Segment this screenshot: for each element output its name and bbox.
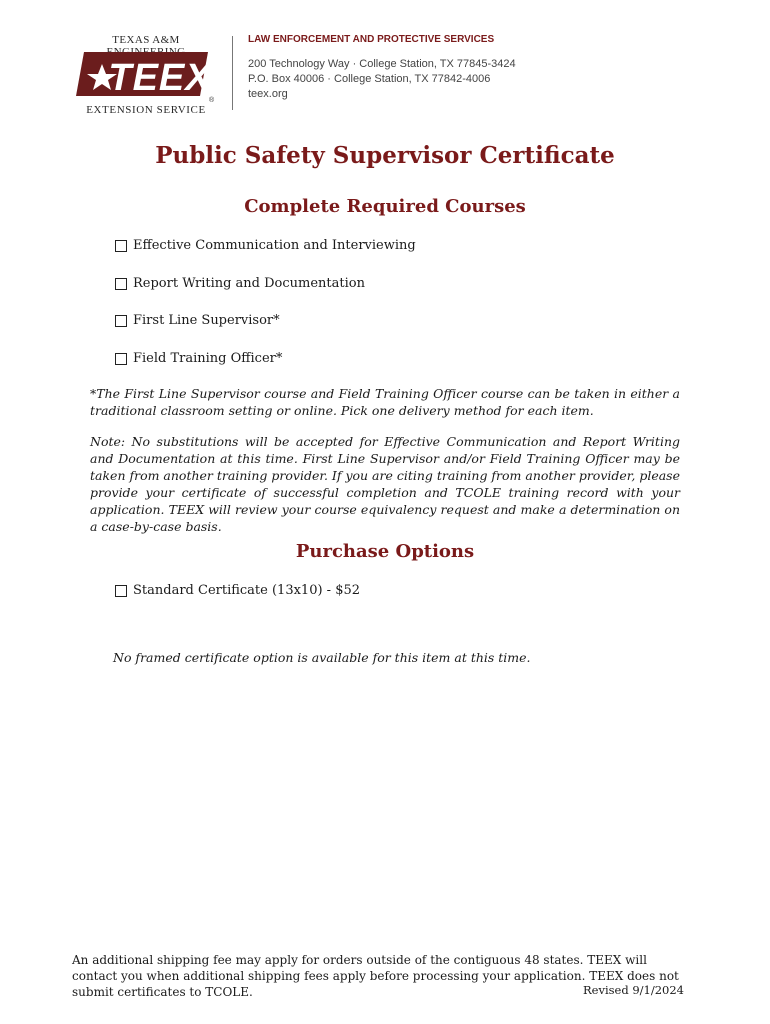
- svg-text:®: ®: [209, 97, 215, 102]
- course-label: Report Writing and Documentation: [133, 276, 365, 291]
- course-item[interactable]: [115, 351, 282, 366]
- logo-mark-text: TEEX: [108, 57, 212, 99]
- header-divider: [232, 36, 233, 110]
- course-item[interactable]: [115, 276, 365, 291]
- course-item[interactable]: [115, 313, 280, 328]
- course-item[interactable]: [115, 238, 416, 253]
- website-link[interactable]: teex.org: [248, 88, 288, 100]
- page-title: Public Safety Supervisor Certificate: [155, 142, 615, 169]
- revised-date: Revised 9/1/2024: [582, 983, 684, 997]
- address-line-2: P.O. Box 40006 · College Station, TX 77842-4006: [248, 73, 491, 85]
- courses-footnote: *The First Line Supervisor course and Field Training Officer course can be taken in either a traditional classroom setting or online. Pick one delivery method for each item.: [90, 386, 680, 418]
- checkbox[interactable]: [115, 315, 127, 327]
- course-label: Field Training Officer*: [133, 351, 283, 366]
- course-label: First Line Supervisor*: [133, 313, 280, 328]
- no-frame-note: No framed certificate option is available for this item at this time.: [113, 650, 531, 665]
- purchase-option[interactable]: [115, 583, 360, 598]
- courses-heading: Complete Required Courses: [244, 196, 526, 217]
- substitution-note: Note: No substitutions will be accepted for Effective Communication and Report Writing and Documentation at this time. First Line Supervisor and/or Field Training Officer may be taken from another training provider. If you are citing training from another provider, please provide your certificate of successful completion and TCOLE training record with your application. TEEX will review your course equivalency request and make a determination on a case-by-case basis.: [90, 434, 680, 534]
- checkbox[interactable]: [115, 240, 127, 252]
- teex-logo: [76, 34, 216, 116]
- checkbox[interactable]: [115, 353, 127, 365]
- course-label: Effective Communication and Interviewing: [133, 238, 416, 253]
- purchase-heading: Purchase Options: [295, 541, 475, 562]
- checkbox[interactable]: [115, 585, 127, 597]
- checkbox[interactable]: [115, 278, 127, 290]
- shipping-note: An additional shipping fee may apply for orders outside of the contiguous 48 states. TEEX will contact you when additional shipping fees apply before processing your application. TEEX does not submit certificates to TCOLE.: [72, 953, 679, 999]
- teex-logo-mark: [76, 46, 216, 102]
- department-name: LAW ENFORCEMENT AND PROTECTIVE SERVICES: [248, 34, 495, 45]
- address-line-1: 200 Technology Way · College Station, TX 77845-3424: [248, 58, 516, 70]
- purchase-option-label: Standard Certificate (13x10) - $52: [133, 583, 361, 598]
- logo-top-text: TEXAS A&M: [112, 34, 180, 46]
- logo-bottom-text: EXTENSION SERVICE: [86, 104, 206, 116]
